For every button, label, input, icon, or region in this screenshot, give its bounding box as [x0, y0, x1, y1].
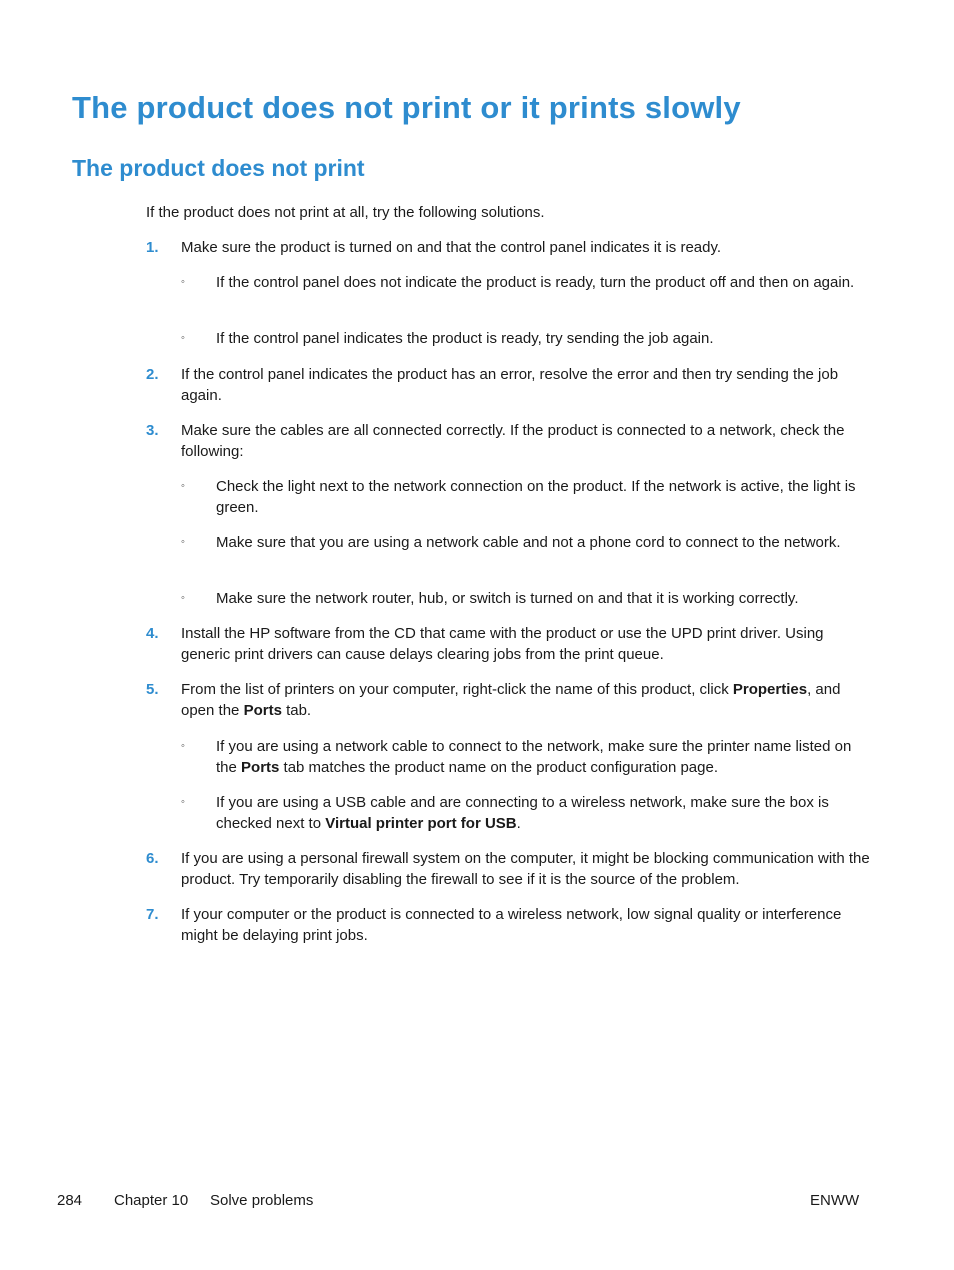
bullet-icon: ◦ — [181, 740, 185, 752]
sub-item: Check the light next to the network connection on the product. If the network is active, the light is green. — [216, 478, 856, 516]
sub-item: Make sure that you are using a network cable and not a phone cord to connect to the network. — [216, 534, 841, 551]
bullet-icon: ◦ — [181, 332, 185, 344]
sub-item: If the control panel indicates the product is ready, try sending the job again. — [216, 330, 714, 347]
bullet-icon: ◦ — [181, 480, 185, 492]
step-number: 4. — [146, 625, 159, 642]
step-number: 2. — [146, 366, 159, 383]
sub-item — [216, 736, 871, 778]
ui-term-properties: Properties — [732, 681, 808, 698]
document-code: ENWW — [810, 1192, 860, 1209]
sub-text-part: . — [516, 815, 521, 832]
sub-text-part: tab matches the product name on the product configuration page. — [279, 759, 718, 776]
bullet-icon: ◦ — [181, 796, 185, 808]
step-text — [181, 679, 871, 721]
step-text-part: , and open the — [181, 681, 841, 719]
bullet-icon: ◦ — [181, 276, 185, 288]
step-text: If you are using a personal firewall system on the computer, it might be blocking communication with the product. Try temporarily disabling the firewall to see if it is the source of the problem. — [181, 850, 870, 888]
ui-term-ports: Ports — [241, 759, 280, 776]
sub-text-part: If you are using a USB cable and are connecting to a wireless network, make sure the box is checked next to — [216, 794, 829, 832]
page-number: 284 — [57, 1192, 83, 1209]
chapter-title: Solve problems — [210, 1192, 314, 1209]
step-text: Install the HP software from the CD that came with the product or use the UPD print driver. Using generic print drivers can cause delays clearing jobs from the print queue. — [181, 625, 824, 663]
step-number: 7. — [146, 906, 159, 923]
step-text-part: tab. — [281, 702, 312, 719]
sub-text-part: If you are using a network cable to connect to the network, make sure the printer name listed on the — [216, 738, 852, 776]
step-number: 3. — [146, 422, 159, 439]
page-title: The product does not print or it prints slowly — [72, 90, 741, 125]
chapter-label: Chapter 10 — [114, 1192, 189, 1209]
ui-term-virtual-port: Virtual printer port for USB — [325, 815, 517, 832]
bullet-icon: ◦ — [181, 592, 185, 604]
step-text: Make sure the product is turned on and that the control panel indicates it is ready. — [181, 239, 722, 256]
step-text: Make sure the cables are all connected correctly. If the product is connected to a network, check the following: — [181, 422, 845, 460]
step-text: If the control panel indicates the product has an error, resolve the error and then try sending the job again. — [181, 366, 839, 404]
step-text-part: From the list of printers on your computer, right-click the name of this product, click — [181, 681, 733, 698]
section-title: The product does not print — [72, 155, 365, 181]
step-number: 6. — [146, 850, 159, 867]
bullet-icon: ◦ — [181, 536, 185, 548]
sub-item — [216, 792, 871, 834]
step-text: If your computer or the product is connected to a wireless network, low signal quality or interference might be delaying print jobs. — [181, 906, 842, 944]
ui-term-ports: Ports — [243, 702, 282, 719]
step-number: 1. — [146, 239, 159, 256]
step-number: 5. — [146, 681, 159, 698]
intro-paragraph: If the product does not print at all, try the following solutions. — [146, 204, 545, 221]
sub-item: Make sure the network router, hub, or switch is turned on and that it is working correctly. — [216, 590, 799, 607]
sub-item: If the control panel does not indicate the product is ready, turn the product off and then on again. — [216, 274, 855, 291]
